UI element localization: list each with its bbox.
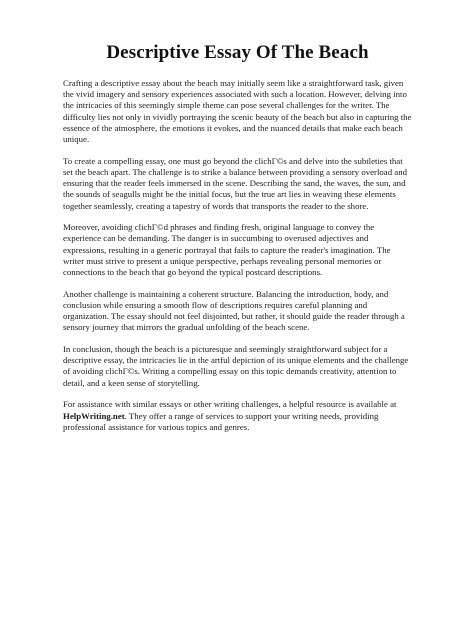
paragraph-compelling-essay: To create a compelling essay, one must go beyond the clichГ©s and delve into the subtleties that set the beach apart. The challenge is to strike a balance between providing a sensory overload and ensuring that the reader feels immersed in the scene. Describing the sand, the waves, the sun, and the sounds of seagulls might be the initial focus, but the true art lies in weaving these elements together seamlessly, creating a tapestry of words that transports the reader to the shore.: [63, 155, 408, 211]
document-title: Descriptive Essay Of The Beach: [106, 42, 369, 63]
helpwriting-link[interactable]: HelpWriting.net: [63, 410, 125, 421]
paragraph-structure: Another challenge is maintaining a coherent structure. Balancing the introduction, body, and conclusion while ensuring a smooth flow of descriptions requires careful planning and organization. The essay should not feel disjointed, but rather, it should guide the reader through a sensory journey that mirrors the gradual unfolding of the beach scene.: [63, 288, 405, 333]
assistance-text-before: For assistance with similar essays or other writing challenges, a helpful resource is available at: [63, 399, 397, 410]
paragraph-avoiding-cliches: Moreover, avoiding clichГ©d phrases and finding fresh, original language to convey the experience can be demanding. The danger is in succumbing to overused adjectives and expressions, resulting in a generic portrayal that fails to capture the reader's imagination. The writer must strive to present a unique perspective, perhaps revealing personal memories or connections to the beach that go beyond the typical postcard descriptions.: [63, 222, 391, 278]
assistance-text-after: . They offer a range of services to support your writing needs, providing professional assistance for various topics and genres.: [63, 410, 379, 432]
paragraph-conclusion: In conclusion, though the beach is a picturesque and seemingly straightforward subject for a descriptive essay, the intricacies lie in the artful depiction of its unique elements and the challenge of avoiding clichГ©s. Writing a compelling essay on this topic demands creativity, attention to detail, and a keen sense of storytelling.: [63, 344, 409, 388]
paragraph-assistance: [63, 399, 412, 433]
paragraph-intro: Crafting a descriptive essay about the beach may initially seem like a straightforward task, given the vivid imagery and sensory experiences associated with such a location. However, delving into the intricacies of this seemingly simple theme can pose several challenges for the writer. The difficulty lies not only in vividly portraying the scenic beauty of the beach but also in capturing the essence of the atmosphere, the emotions it evokes, and the nuanced details that make each beach unique.: [63, 78, 412, 145]
